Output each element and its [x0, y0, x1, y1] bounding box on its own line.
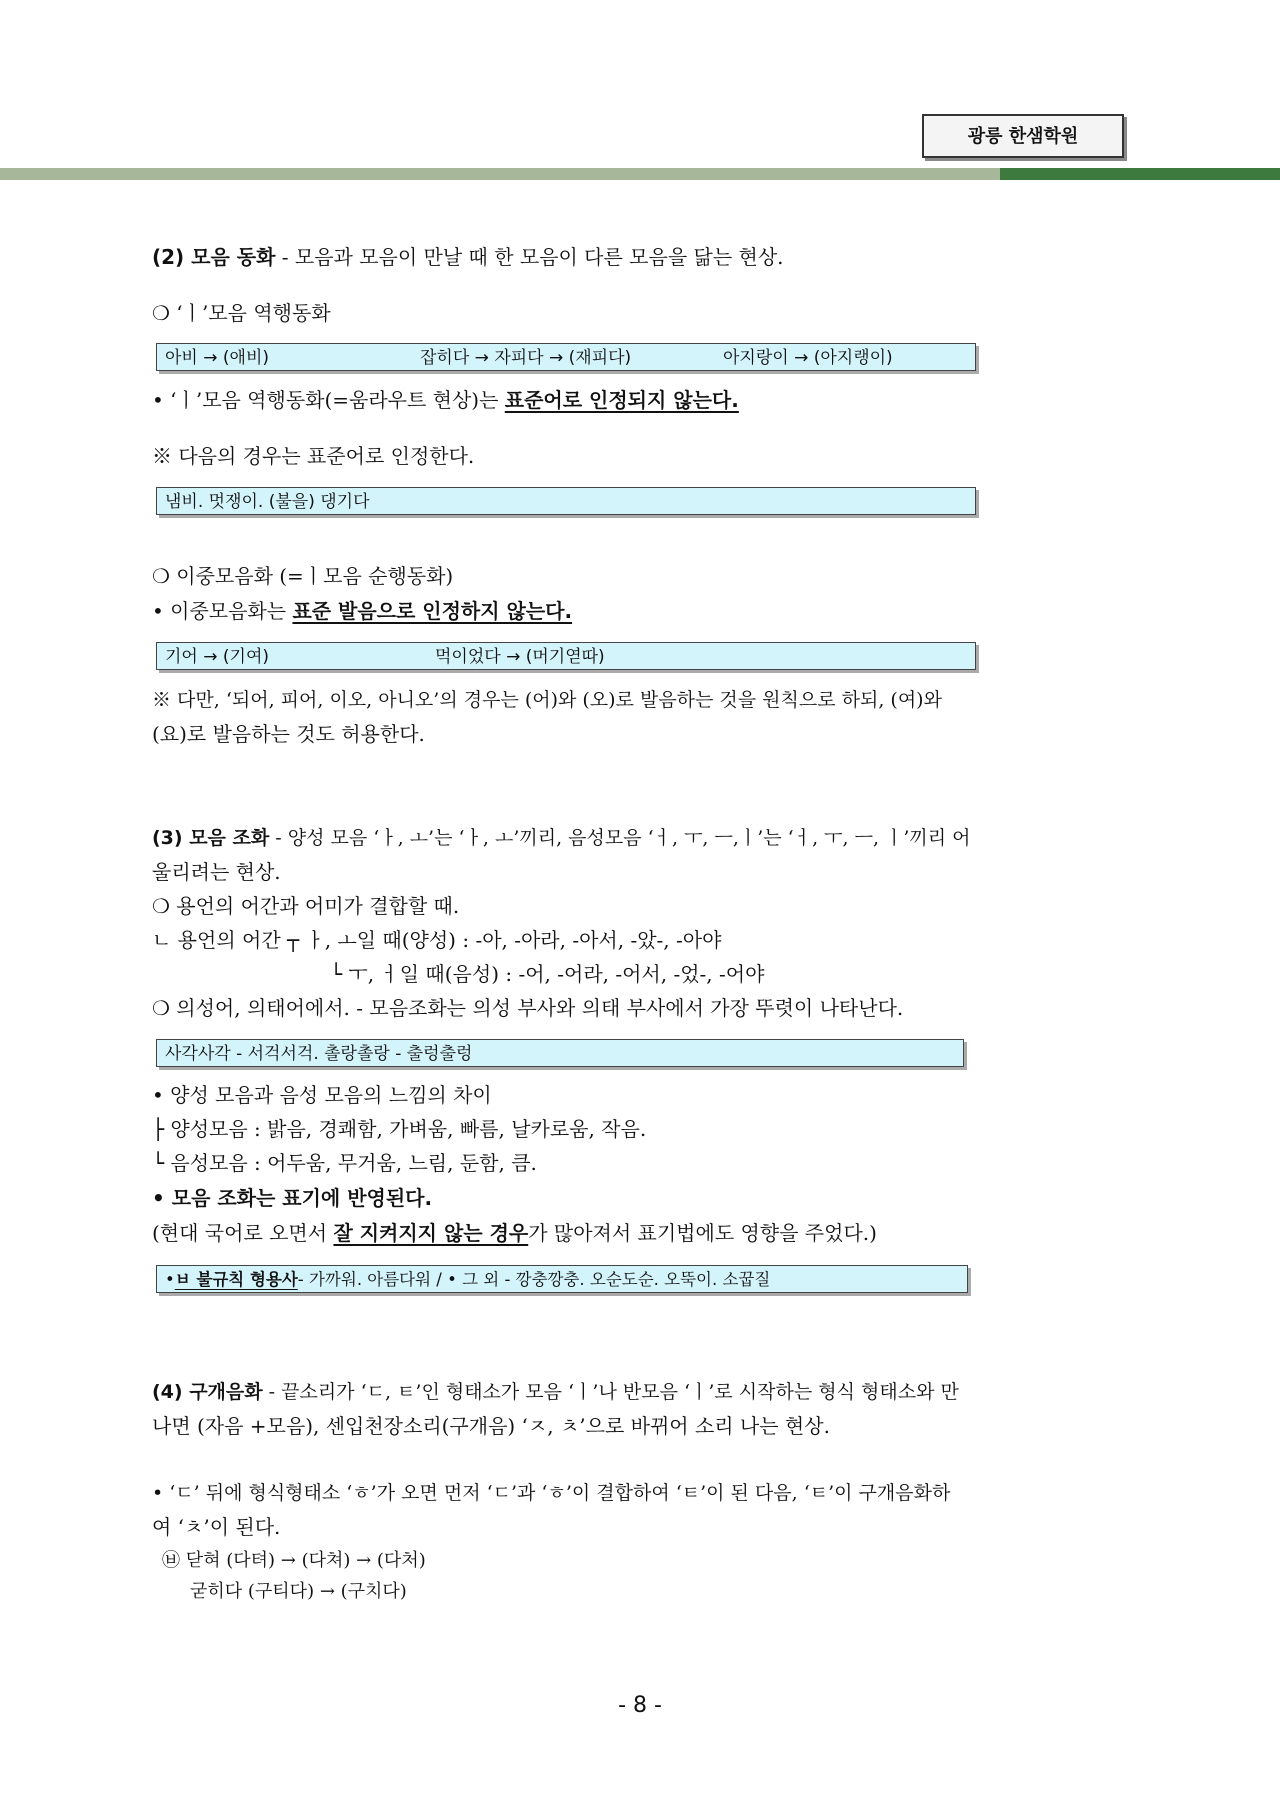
text-line: 나면 (자음 +모음), 센입천장소리(구개음) ‘ㅈ, ㅊ’으로 바뀌어 소리 나는 현상. [152, 1414, 830, 1438]
academy-logo: 광릉 한샘학원 [922, 114, 1124, 158]
example-box: 기어 → (기여) 먹이었다 → (머기엳따) [156, 642, 976, 670]
section-3-title: (3) 모음 조화 - 양성 모음 ‘ㅏ, ㅗ’는 ‘ㅏ, ㅗ’끼리, 음성모음 ‘ㅓ, ㅜ, ㅡ,ㅣ’는 ‘ㅓ, ㅜ, ㅡ, ㅣ’끼리 어 [152, 827, 971, 849]
note: (요)로 발음하는 것도 허용한다. [152, 722, 425, 746]
example-line: 굳히다 (구티다) → (구치다) [190, 1581, 407, 1602]
example-box: 아비 → (애비) 잡히다 → 자피다 → (재피다) 아지랑이 → (아지랭이) [156, 343, 976, 371]
list-item: └ 음성모음 : 어두움, 무거움, 느림, 둔함, 큼. [152, 1151, 537, 1175]
section-2-title: (2) 모음 동화 - 모음과 모음이 만날 때 한 모음이 다른 모음을 닮는 현상. [152, 245, 784, 269]
note: ※ 다음의 경우는 표준어로 인정한다. [152, 444, 475, 468]
header-rule-light [0, 168, 1000, 180]
page-number: - 8 - [618, 1693, 662, 1718]
bullet: • 모음 조화는 표기에 반영된다. [152, 1186, 433, 1210]
text-line: 울리려는 현상. [152, 860, 281, 884]
header-rule-dark [1000, 168, 1280, 180]
note: ※ 다만, ‘되어, 피어, 이오, 아니오’의 경우는 (어)와 (오)로 발음하는 것을 원칙으로 하되, (여)와 [152, 689, 942, 711]
example-box: 냄비. 멋쟁이. (불을) 댕기다 [156, 487, 976, 515]
sub-heading: ❍ ‘ㅣ’모음 역행동화 [152, 301, 331, 325]
rule-line: ㄴ 용언의 어간 ┬ ㅏ, ㅗ일 때(양성) : -아, -아라, -아서, -았-, -아야 [152, 928, 722, 952]
note: • ‘ㄷ’ 뒤에 형식형태소 ‘ㅎ’가 오면 먼저 ‘ㄷ’과 ‘ㅎ’이 결합하여 ‘ㅌ’이 된 다음, ‘ㅌ’이 구개음화하 [152, 1482, 951, 1504]
sub-heading: ❍ 이중모음화 (=ㅣ모음 순행동화) [152, 564, 454, 588]
text-line: (현대 국어로 오면서 잘 지켜지지 않는 경우가 많아져서 표기법에도 영향을 주었다.) [152, 1221, 877, 1245]
note: • ‘ㅣ’모음 역행동화(=움라우트 현상)는 표준어로 인정되지 않는다. [152, 388, 739, 412]
example-box: 사각사각 - 서걱서걱. 촐랑촐랑 - 출렁출렁 [156, 1039, 964, 1067]
note: • 이중모음화는 표준 발음으로 인정하지 않는다. [152, 599, 573, 623]
note: 여 ‘ㅊ’이 된다. [152, 1515, 281, 1539]
rule-line: └ ㅜ, ㅓ일 때(음성) : -어, -어라, -어서, -었-, -어야 [330, 962, 765, 986]
sub-heading: ❍ 용언의 어간과 어미가 결합할 때. [152, 894, 460, 918]
example-line: ㉥ 닫혀 (다텨) → (다쳐) → (다처) [162, 1550, 426, 1571]
example-box: •ㅂ 불규칙 형용사- 가까워. 아름다워 / • 그 외 - 깡충깡충. 오순도순. 오뚝이. 소꿉질 [156, 1265, 968, 1293]
bullet: • 양성 모음과 음성 모음의 느낌의 차이 [152, 1083, 492, 1107]
list-item: ├ 양성모음 : 밝음, 경쾌함, 가벼움, 빠름, 날카로움, 작음. [152, 1117, 647, 1141]
section-4-title: (4) 구개음화 - 끝소리가 ‘ㄷ, ㅌ’인 형태소가 모음 ‘ㅣ’나 반모음 ‘ㅣ’로 시작하는 형식 형태소와 만 [152, 1381, 959, 1403]
sub-heading: ❍ 의성어, 의태어에서. - 모음조화는 의성 부사와 의태 부사에서 가장 뚜렷이 나타난다. [152, 996, 904, 1020]
